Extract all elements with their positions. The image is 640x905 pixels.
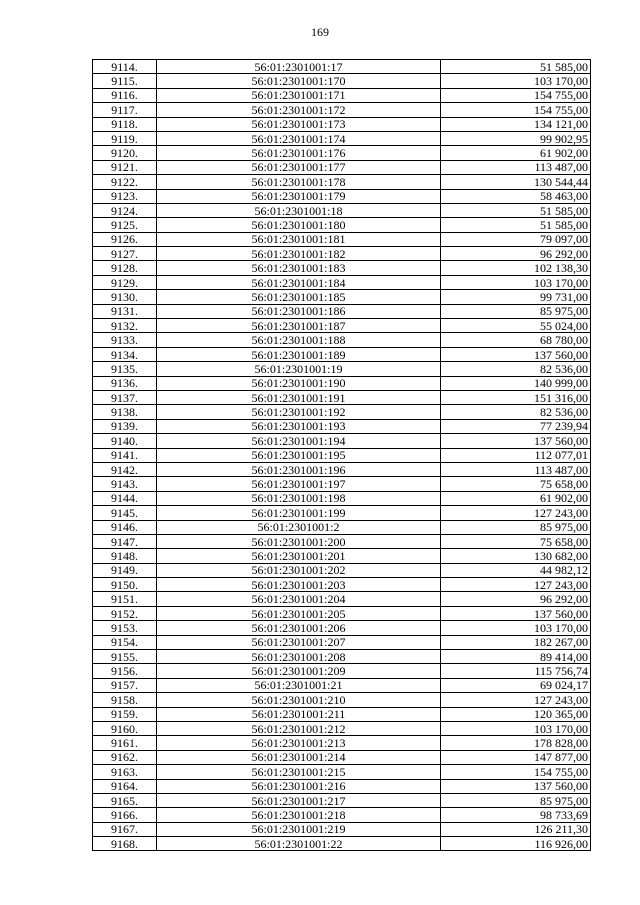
row-number: 9126. bbox=[93, 232, 157, 246]
cadastral-number: 56:01:2301001:181 bbox=[157, 232, 441, 246]
table-row bbox=[93, 477, 591, 491]
row-number: 9159. bbox=[93, 707, 157, 721]
cadastral-number: 56:01:2301001:19 bbox=[157, 362, 441, 376]
cadastral-value: 140 999,00 bbox=[441, 376, 591, 390]
cadastral-value: 126 211,30 bbox=[441, 822, 591, 836]
row-number: 9151. bbox=[93, 592, 157, 606]
table-row bbox=[93, 621, 591, 635]
row-number: 9145. bbox=[93, 506, 157, 520]
cadastral-number: 56:01:2301001:178 bbox=[157, 175, 441, 189]
row-number: 9143. bbox=[93, 477, 157, 491]
row-number: 9132. bbox=[93, 319, 157, 333]
cadastral-value: 77 239,94 bbox=[441, 419, 591, 433]
row-number: 9117. bbox=[93, 103, 157, 117]
table-row bbox=[93, 592, 591, 606]
cadastral-value: 103 170,00 bbox=[441, 275, 591, 289]
table-row bbox=[93, 822, 591, 836]
cadastral-number: 56:01:2301001:202 bbox=[157, 563, 441, 577]
cadastral-number: 56:01:2301001:174 bbox=[157, 131, 441, 145]
cadastral-value: 137 560,00 bbox=[441, 606, 591, 620]
cadastral-number: 56:01:2301001:201 bbox=[157, 549, 441, 563]
table-row bbox=[93, 146, 591, 160]
row-number: 9165. bbox=[93, 793, 157, 807]
row-number: 9140. bbox=[93, 434, 157, 448]
cadastral-number: 56:01:2301001:193 bbox=[157, 419, 441, 433]
cadastral-value: 130 682,00 bbox=[441, 549, 591, 563]
row-number: 9167. bbox=[93, 822, 157, 836]
row-number: 9158. bbox=[93, 693, 157, 707]
cadastral-value: 85 975,00 bbox=[441, 520, 591, 534]
table-row bbox=[93, 290, 591, 304]
cadastral-value: 51 585,00 bbox=[441, 60, 591, 74]
table-row bbox=[93, 347, 591, 361]
table-row bbox=[93, 606, 591, 620]
cadastral-number: 56:01:2301001:18 bbox=[157, 203, 441, 217]
cadastral-number: 56:01:2301001:184 bbox=[157, 275, 441, 289]
cadastral-number: 56:01:2301001:171 bbox=[157, 88, 441, 102]
row-number: 9138. bbox=[93, 405, 157, 419]
table-row bbox=[93, 808, 591, 822]
cadastral-number: 56:01:2301001:177 bbox=[157, 160, 441, 174]
table-row bbox=[93, 218, 591, 232]
table-row bbox=[93, 261, 591, 275]
page-number: 169 bbox=[311, 25, 329, 39]
table-row bbox=[93, 520, 591, 534]
row-number: 9116. bbox=[93, 88, 157, 102]
cadastral-value: 120 365,00 bbox=[441, 707, 591, 721]
row-number: 9155. bbox=[93, 650, 157, 664]
table-row bbox=[93, 376, 591, 390]
cadastral-value: 82 536,00 bbox=[441, 362, 591, 376]
row-number: 9129. bbox=[93, 275, 157, 289]
table-row bbox=[93, 232, 591, 246]
cadastral-value: 61 902,00 bbox=[441, 146, 591, 160]
cadastral-number: 56:01:2301001:173 bbox=[157, 117, 441, 131]
row-number: 9157. bbox=[93, 678, 157, 692]
cadastral-value: 96 292,00 bbox=[441, 592, 591, 606]
cadastral-number: 56:01:2301001:203 bbox=[157, 578, 441, 592]
table-row bbox=[93, 304, 591, 318]
cadastral-number: 56:01:2301001:198 bbox=[157, 491, 441, 505]
cadastral-number: 56:01:2301001:207 bbox=[157, 635, 441, 649]
row-number: 9127. bbox=[93, 247, 157, 261]
table-row bbox=[93, 275, 591, 289]
cadastral-number: 56:01:2301001:210 bbox=[157, 693, 441, 707]
cadastral-value: 96 292,00 bbox=[441, 247, 591, 261]
row-number: 9153. bbox=[93, 621, 157, 635]
row-number: 9131. bbox=[93, 304, 157, 318]
cadastral-number: 56:01:2301001:170 bbox=[157, 74, 441, 88]
cadastral-value: 69 024,17 bbox=[441, 678, 591, 692]
cadastral-value: 113 487,00 bbox=[441, 462, 591, 476]
cadastral-number: 56:01:2301001:219 bbox=[157, 822, 441, 836]
cadastral-number: 56:01:2301001:189 bbox=[157, 347, 441, 361]
cadastral-value: 127 243,00 bbox=[441, 693, 591, 707]
cadastral-value: 137 560,00 bbox=[441, 779, 591, 793]
cadastral-value: 113 487,00 bbox=[441, 160, 591, 174]
cadastral-number: 56:01:2301001:194 bbox=[157, 434, 441, 448]
table-row bbox=[93, 837, 591, 851]
table-row bbox=[93, 707, 591, 721]
table-row bbox=[93, 131, 591, 145]
cadastral-value: 85 975,00 bbox=[441, 304, 591, 318]
cadastral-number: 56:01:2301001:188 bbox=[157, 333, 441, 347]
cadastral-number: 56:01:2301001:208 bbox=[157, 650, 441, 664]
table-row bbox=[93, 578, 591, 592]
cadastral-value: 178 828,00 bbox=[441, 736, 591, 750]
row-number: 9168. bbox=[93, 837, 157, 851]
table-row bbox=[93, 549, 591, 563]
cadastral-value: 112 077,01 bbox=[441, 448, 591, 462]
row-number: 9136. bbox=[93, 376, 157, 390]
table-row bbox=[93, 534, 591, 548]
cadastral-number: 56:01:2301001:17 bbox=[157, 60, 441, 74]
cadastral-value: 51 585,00 bbox=[441, 203, 591, 217]
row-number: 9124. bbox=[93, 203, 157, 217]
cadastral-number: 56:01:2301001:182 bbox=[157, 247, 441, 261]
cadastral-number: 56:01:2301001:176 bbox=[157, 146, 441, 160]
cadastral-number: 56:01:2301001:185 bbox=[157, 290, 441, 304]
cadastral-number: 56:01:2301001:21 bbox=[157, 678, 441, 692]
row-number: 9133. bbox=[93, 333, 157, 347]
row-number: 9139. bbox=[93, 419, 157, 433]
row-number: 9123. bbox=[93, 189, 157, 203]
cadastral-value: 61 902,00 bbox=[441, 491, 591, 505]
cadastral-number: 56:01:2301001:187 bbox=[157, 319, 441, 333]
row-number: 9166. bbox=[93, 808, 157, 822]
table-row bbox=[93, 664, 591, 678]
row-number: 9156. bbox=[93, 664, 157, 678]
cadastral-value: 134 121,00 bbox=[441, 117, 591, 131]
cadastral-number: 56:01:2301001:213 bbox=[157, 736, 441, 750]
row-number: 9130. bbox=[93, 290, 157, 304]
row-number: 9160. bbox=[93, 721, 157, 735]
cadastral-number: 56:01:2301001:205 bbox=[157, 606, 441, 620]
cadastral-value: 182 267,00 bbox=[441, 635, 591, 649]
row-number: 9115. bbox=[93, 74, 157, 88]
cadastral-value: 82 536,00 bbox=[441, 405, 591, 419]
cadastral-value: 151 316,00 bbox=[441, 390, 591, 404]
cadastral-number: 56:01:2301001:217 bbox=[157, 793, 441, 807]
cadastral-number: 56:01:2301001:196 bbox=[157, 462, 441, 476]
row-number: 9144. bbox=[93, 491, 157, 505]
cadastral-number: 56:01:2301001:215 bbox=[157, 765, 441, 779]
row-number: 9147. bbox=[93, 534, 157, 548]
row-number: 9161. bbox=[93, 736, 157, 750]
row-number: 9163. bbox=[93, 765, 157, 779]
cadastral-number: 56:01:2301001:180 bbox=[157, 218, 441, 232]
cadastral-value: 75 658,00 bbox=[441, 534, 591, 548]
row-number: 9150. bbox=[93, 578, 157, 592]
cadastral-number: 56:01:2301001:195 bbox=[157, 448, 441, 462]
table-row bbox=[93, 74, 591, 88]
cadastral-value: 103 170,00 bbox=[441, 721, 591, 735]
cadastral-value: 98 733,69 bbox=[441, 808, 591, 822]
cadastral-value: 58 463,00 bbox=[441, 189, 591, 203]
table-row bbox=[93, 693, 591, 707]
row-number: 9134. bbox=[93, 347, 157, 361]
table-row bbox=[93, 736, 591, 750]
table-row bbox=[93, 765, 591, 779]
cadastral-value: 127 243,00 bbox=[441, 578, 591, 592]
cadastral-number: 56:01:2301001:199 bbox=[157, 506, 441, 520]
cadastral-value: 116 926,00 bbox=[441, 837, 591, 851]
cadastral-value: 137 560,00 bbox=[441, 347, 591, 361]
table-body bbox=[93, 60, 591, 851]
table-row bbox=[93, 333, 591, 347]
cadastral-number: 56:01:2301001:179 bbox=[157, 189, 441, 203]
table-row bbox=[93, 678, 591, 692]
table-row bbox=[93, 721, 591, 735]
row-number: 9146. bbox=[93, 520, 157, 534]
cadastral-number: 56:01:2301001:2 bbox=[157, 520, 441, 534]
cadastral-number: 56:01:2301001:214 bbox=[157, 750, 441, 764]
table-row bbox=[93, 405, 591, 419]
cadastral-number: 56:01:2301001:191 bbox=[157, 390, 441, 404]
cadastral-value: 102 138,30 bbox=[441, 261, 591, 275]
table-row bbox=[93, 491, 591, 505]
cadastral-value: 68 780,00 bbox=[441, 333, 591, 347]
cadastral-value: 103 170,00 bbox=[441, 74, 591, 88]
row-number: 9121. bbox=[93, 160, 157, 174]
row-number: 9148. bbox=[93, 549, 157, 563]
row-number: 9141. bbox=[93, 448, 157, 462]
cadastral-number: 56:01:2301001:204 bbox=[157, 592, 441, 606]
row-number: 9142. bbox=[93, 462, 157, 476]
table-row bbox=[93, 434, 591, 448]
cadastral-value: 147 877,00 bbox=[441, 750, 591, 764]
row-number: 9125. bbox=[93, 218, 157, 232]
cadastral-value: 55 024,00 bbox=[441, 319, 591, 333]
cadastral-number: 56:01:2301001:206 bbox=[157, 621, 441, 635]
cadastral-number: 56:01:2301001:212 bbox=[157, 721, 441, 735]
table-row bbox=[93, 448, 591, 462]
cadastral-value: 115 756,74 bbox=[441, 664, 591, 678]
cadastral-value: 103 170,00 bbox=[441, 621, 591, 635]
cadastral-value: 75 658,00 bbox=[441, 477, 591, 491]
cadastral-value: 85 975,00 bbox=[441, 793, 591, 807]
table-row bbox=[93, 247, 591, 261]
cadastral-number: 56:01:2301001:197 bbox=[157, 477, 441, 491]
table-row bbox=[93, 203, 591, 217]
row-number: 9120. bbox=[93, 146, 157, 160]
table-row bbox=[93, 635, 591, 649]
row-number: 9164. bbox=[93, 779, 157, 793]
cadastral-number: 56:01:2301001:192 bbox=[157, 405, 441, 419]
table-row bbox=[93, 419, 591, 433]
cadastral-number: 56:01:2301001:209 bbox=[157, 664, 441, 678]
row-number: 9114. bbox=[93, 60, 157, 74]
table-row bbox=[93, 793, 591, 807]
table-row bbox=[93, 319, 591, 333]
cadastral-value: 99 731,00 bbox=[441, 290, 591, 304]
table-row bbox=[93, 189, 591, 203]
cadastral-value: 154 755,00 bbox=[441, 103, 591, 117]
cadastral-value: 99 902,95 bbox=[441, 131, 591, 145]
cadastral-value: 44 982,12 bbox=[441, 563, 591, 577]
cadastral-value: 137 560,00 bbox=[441, 434, 591, 448]
row-number: 9135. bbox=[93, 362, 157, 376]
cadastral-number: 56:01:2301001:216 bbox=[157, 779, 441, 793]
cadastral-value-table bbox=[92, 59, 591, 851]
cadastral-number: 56:01:2301001:183 bbox=[157, 261, 441, 275]
table-row bbox=[93, 175, 591, 189]
cadastral-number: 56:01:2301001:172 bbox=[157, 103, 441, 117]
table-row bbox=[93, 362, 591, 376]
row-number: 9122. bbox=[93, 175, 157, 189]
cadastral-value: 130 544,44 bbox=[441, 175, 591, 189]
cadastral-value: 79 097,00 bbox=[441, 232, 591, 246]
table-row bbox=[93, 160, 591, 174]
table-row bbox=[93, 779, 591, 793]
table-row bbox=[93, 462, 591, 476]
table-row bbox=[93, 390, 591, 404]
table-row bbox=[93, 563, 591, 577]
table-row bbox=[93, 750, 591, 764]
row-number: 9119. bbox=[93, 131, 157, 145]
table-row bbox=[93, 650, 591, 664]
cadastral-number: 56:01:2301001:218 bbox=[157, 808, 441, 822]
row-number: 9128. bbox=[93, 261, 157, 275]
row-number: 9118. bbox=[93, 117, 157, 131]
table-row bbox=[93, 506, 591, 520]
table-row bbox=[93, 60, 591, 74]
row-number: 9152. bbox=[93, 606, 157, 620]
cadastral-value: 89 414,00 bbox=[441, 650, 591, 664]
cadastral-value: 154 755,00 bbox=[441, 765, 591, 779]
cadastral-number: 56:01:2301001:186 bbox=[157, 304, 441, 318]
table-row bbox=[93, 88, 591, 102]
row-number: 9162. bbox=[93, 750, 157, 764]
row-number: 9137. bbox=[93, 390, 157, 404]
cadastral-number: 56:01:2301001:190 bbox=[157, 376, 441, 390]
cadastral-number: 56:01:2301001:211 bbox=[157, 707, 441, 721]
table-row bbox=[93, 117, 591, 131]
cadastral-value: 51 585,00 bbox=[441, 218, 591, 232]
cadastral-value: 127 243,00 bbox=[441, 506, 591, 520]
cadastral-number: 56:01:2301001:22 bbox=[157, 837, 441, 851]
cadastral-value: 154 755,00 bbox=[441, 88, 591, 102]
row-number: 9154. bbox=[93, 635, 157, 649]
row-number: 9149. bbox=[93, 563, 157, 577]
cadastral-number: 56:01:2301001:200 bbox=[157, 534, 441, 548]
table-row bbox=[93, 103, 591, 117]
